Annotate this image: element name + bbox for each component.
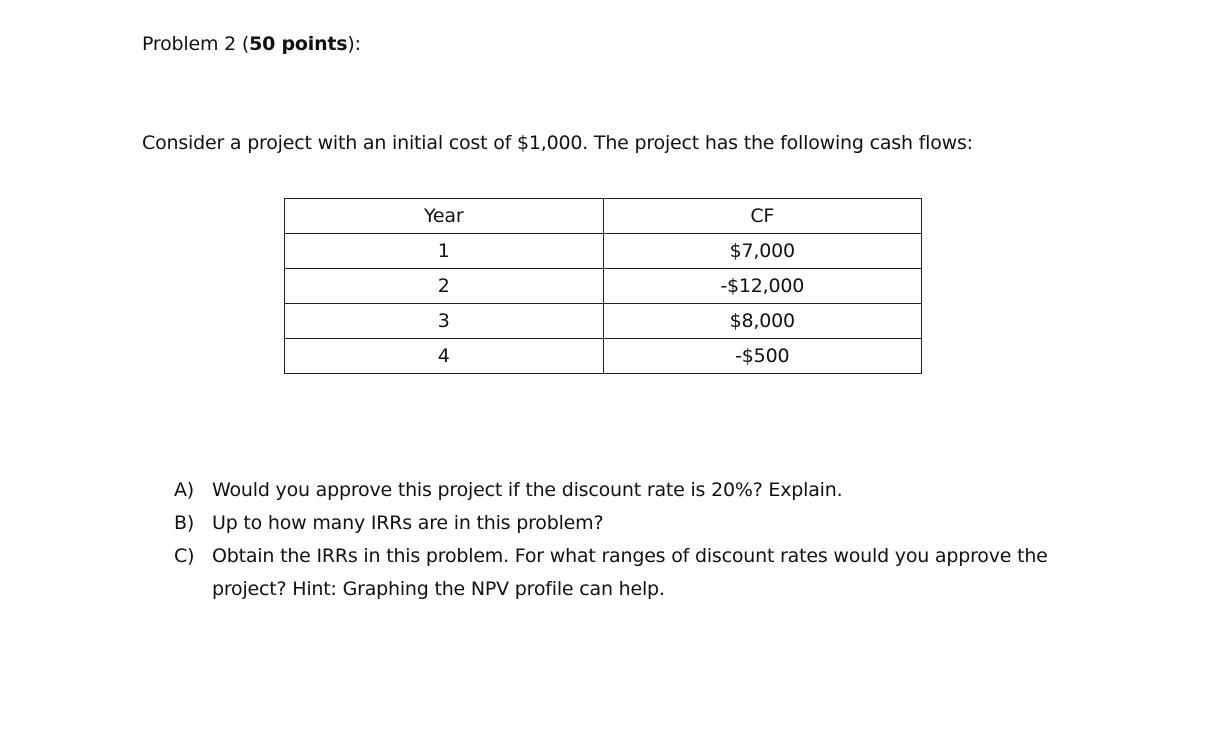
question-item bbox=[174, 540, 1054, 606]
question-item bbox=[174, 474, 1054, 507]
question-text: Up to how many IRRs are in this problem? bbox=[212, 512, 604, 534]
heading-suffix: ): bbox=[347, 33, 361, 55]
heading-prefix: Problem 2 ( bbox=[142, 33, 250, 55]
table-row bbox=[285, 269, 922, 304]
cf-cell: -$12,000 bbox=[603, 269, 922, 304]
table-header-row bbox=[285, 199, 922, 234]
header-cf: CF bbox=[603, 199, 922, 234]
question-text: Obtain the IRRs in this problem. For what ranges of discount rates would you approve the project? Hint: Graphing the NPV profile can help. bbox=[212, 545, 1048, 600]
table-row bbox=[285, 304, 922, 339]
question-text: Would you approve this project if the discount rate is 20%? Explain. bbox=[212, 479, 843, 501]
question-label: C) bbox=[174, 545, 195, 567]
table-row bbox=[285, 234, 922, 269]
year-cell: 3 bbox=[285, 304, 604, 339]
year-cell: 2 bbox=[285, 269, 604, 304]
table-row bbox=[285, 339, 922, 374]
header-year: Year bbox=[285, 199, 604, 234]
problem-heading bbox=[142, 33, 361, 55]
question-label: B) bbox=[174, 512, 195, 534]
heading-points: 50 points bbox=[249, 33, 348, 55]
year-cell: 4 bbox=[285, 339, 604, 374]
year-cell: 1 bbox=[285, 234, 604, 269]
cf-cell: -$500 bbox=[603, 339, 922, 374]
cf-cell: $7,000 bbox=[603, 234, 922, 269]
cash-flow-table bbox=[284, 198, 922, 374]
question-list bbox=[174, 474, 1054, 606]
question-label: A) bbox=[174, 479, 195, 501]
cf-cell: $8,000 bbox=[603, 304, 922, 339]
question-item bbox=[174, 507, 1054, 540]
intro-paragraph: Consider a project with an initial cost of $1,000. The project has the following cash flows: bbox=[142, 132, 973, 154]
